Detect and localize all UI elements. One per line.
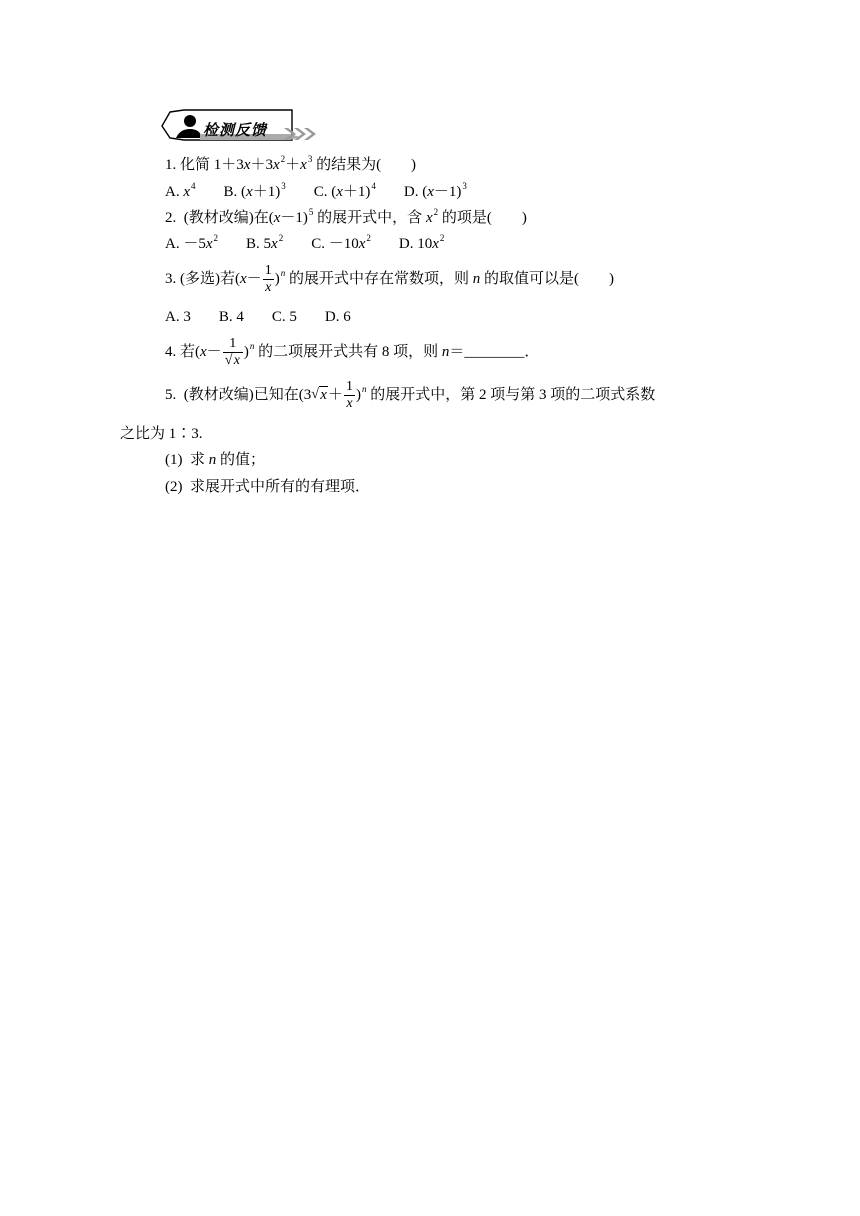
option-b: B. $5x^2$ bbox=[246, 233, 284, 252]
option-b: B. 4 bbox=[218, 309, 244, 325]
question-4: 4. 若(x－ 1 √ x )$^n$ 的二项展开式共有 8 项，则 n＝________． bbox=[165, 336, 540, 369]
option-c: C. 5 bbox=[271, 309, 297, 325]
option-c: C. $-10x^2$ bbox=[311, 233, 371, 252]
question-2: 2. (教材改编)在$(x-1)^5$ 的展开式中，含 $x^2$ 的项是( ) bbox=[165, 207, 527, 226]
fraction: 1 √ x bbox=[223, 336, 243, 369]
question-2-options bbox=[165, 234, 472, 255]
section-title: 检测反馈 bbox=[203, 121, 268, 139]
option-a: A. 3 bbox=[165, 309, 191, 325]
option-b: B. $(x+1)^3$ bbox=[223, 181, 286, 200]
question-3-options bbox=[165, 307, 379, 327]
question-5: 5. (教材改编)已知在(3 √ x＋ $\frac{1}{x}$ )$^n$ 的展开式中，第 2 项与第 3 项的二项式系数 bbox=[165, 377, 655, 414]
fraction: $\frac{1}{x}$ bbox=[264, 263, 272, 296]
option-d: D. 6 bbox=[324, 309, 351, 325]
option-c: C. $(x+1)^4$ bbox=[313, 181, 376, 200]
option-a: A. $-5x^2$ bbox=[165, 233, 219, 252]
option-d: D. $10x^2$ bbox=[398, 233, 445, 252]
question-5-continuation: 之比为 1∶3. bbox=[120, 426, 203, 442]
sqrt: √ x bbox=[224, 353, 240, 369]
option-d: D. $(x-1)^3$ bbox=[403, 181, 467, 200]
question-5-part-1: (1) 求 n 的值； bbox=[165, 452, 266, 468]
question-1-options bbox=[165, 182, 495, 203]
fraction: $\frac{1}{x}$ bbox=[345, 379, 353, 412]
option-a: A. $x^4$ bbox=[165, 181, 196, 200]
question-5-part-2: (2) 求展开式中所有的有理项． bbox=[165, 479, 371, 495]
sqrt: √ x bbox=[311, 387, 327, 403]
question-1: 1. 化简 $1+3x+3x^2+x^3$ 的结果为( ) bbox=[165, 154, 417, 173]
question-3: 3. (多选)若(x－ $\frac{1}{x}$ )$^n$ 的展开式中存在常数项，则 n 的取值可以是( ) bbox=[165, 263, 614, 296]
